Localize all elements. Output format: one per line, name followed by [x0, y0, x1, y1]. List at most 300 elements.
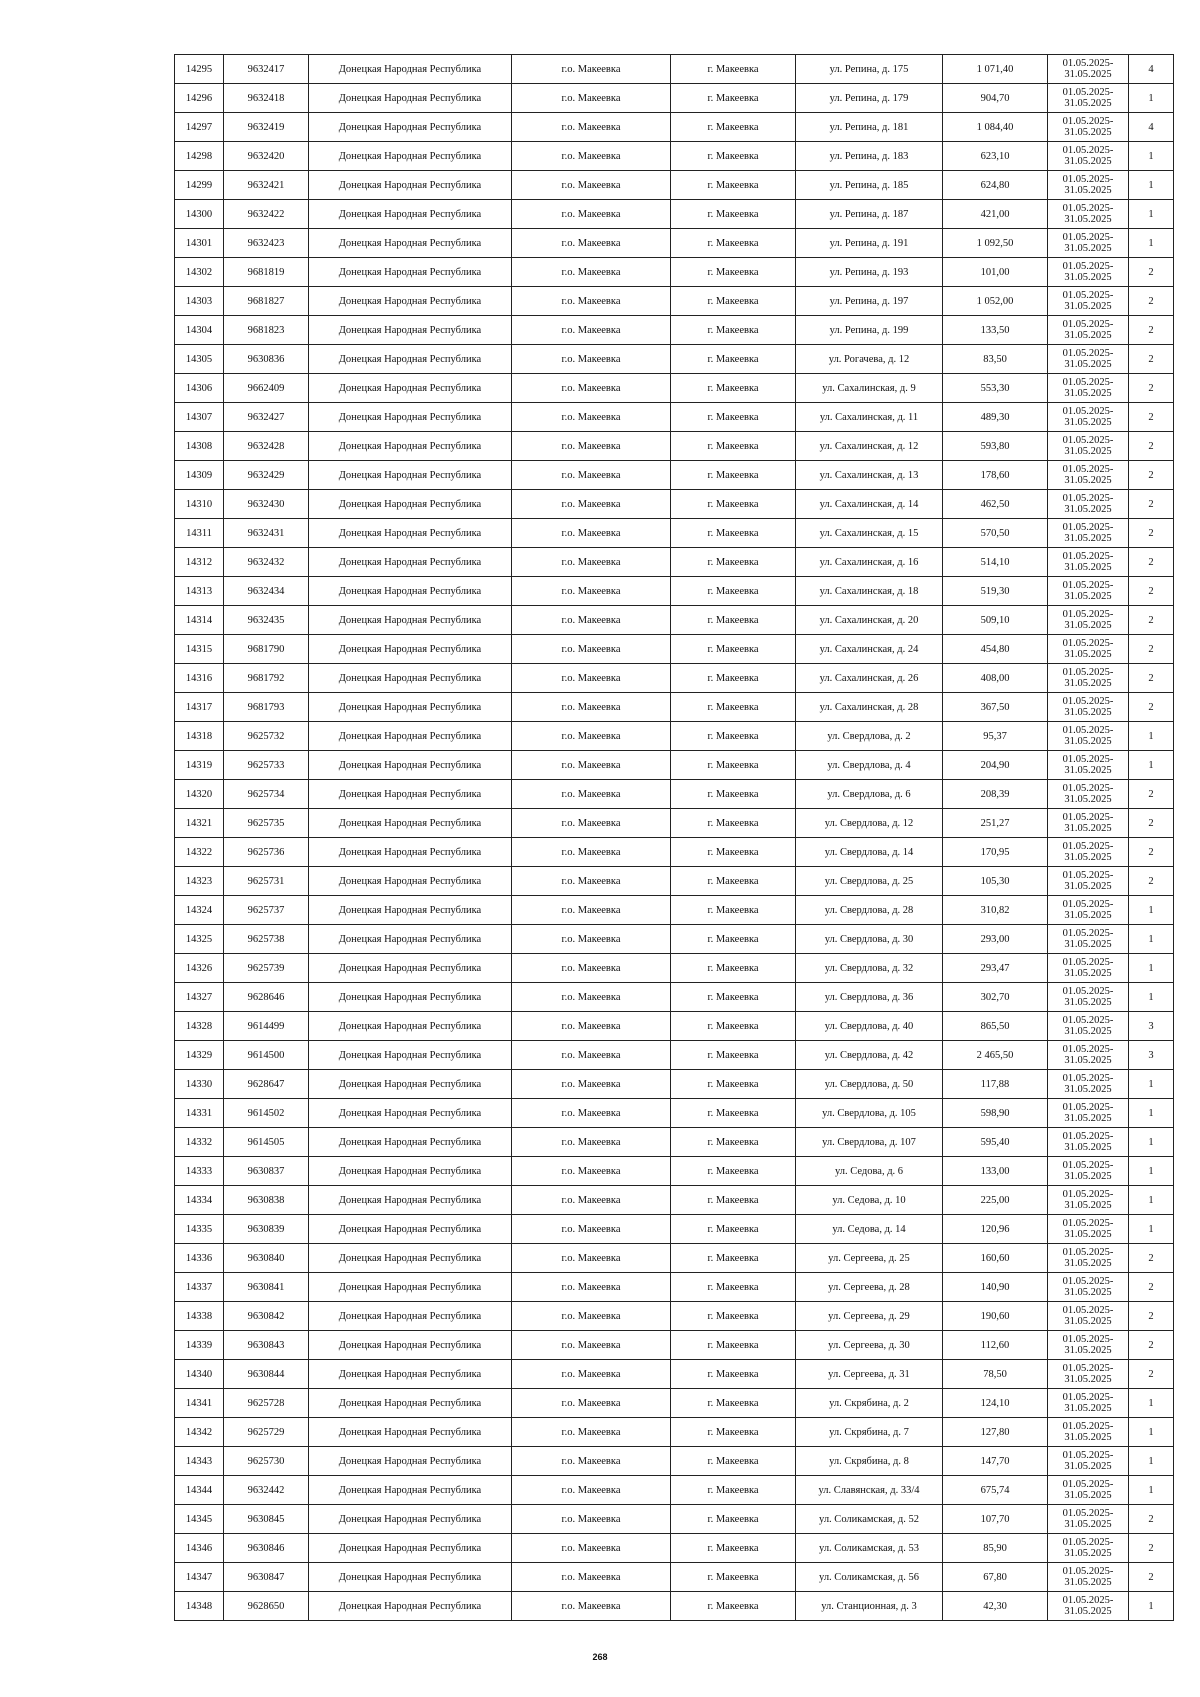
area-value: 127,80: [943, 1418, 1048, 1447]
object-code: 9630839: [224, 1215, 309, 1244]
urban-district: г.о. Макеевка: [512, 1331, 671, 1360]
area-value: 489,30: [943, 403, 1048, 432]
period-end: 31.05.2025: [1064, 156, 1112, 167]
city-name: г. Макеевка: [671, 954, 796, 983]
row-number: 14315: [175, 635, 224, 664]
period-cell: [1048, 1244, 1129, 1273]
period-end: 31.05.2025: [1064, 649, 1112, 660]
street-address: ул. Свердлова, д. 28: [796, 896, 943, 925]
category-value: 2: [1129, 693, 1174, 722]
row-number: 14338: [175, 1302, 224, 1331]
region-name: Донецкая Народная Республика: [309, 1099, 512, 1128]
table-row: [175, 954, 1174, 983]
object-code: 9625734: [224, 780, 309, 809]
object-code: 9628650: [224, 1592, 309, 1621]
street-address: ул. Свердлова, д. 36: [796, 983, 943, 1012]
table-row: [175, 229, 1174, 258]
city-name: г. Макеевка: [671, 1447, 796, 1476]
period-end: 31.05.2025: [1064, 214, 1112, 225]
period-start: 01.05.2025-: [1062, 1131, 1114, 1142]
region-name: Донецкая Народная Республика: [309, 461, 512, 490]
urban-district: г.о. Макеевка: [512, 1389, 671, 1418]
table-row: [175, 925, 1174, 954]
category-value: 2: [1129, 1563, 1174, 1592]
street-address: ул. Репина, д. 193: [796, 258, 943, 287]
region-name: Донецкая Народная Республика: [309, 925, 512, 954]
object-code: 9630836: [224, 345, 309, 374]
period-end: 31.05.2025: [1064, 591, 1112, 602]
area-value: 595,40: [943, 1128, 1048, 1157]
category-value: 2: [1129, 287, 1174, 316]
area-value: 83,50: [943, 345, 1048, 374]
table-row: [175, 1186, 1174, 1215]
area-value: 408,00: [943, 664, 1048, 693]
period-end: 31.05.2025: [1064, 1113, 1112, 1124]
category-value: 1: [1129, 1592, 1174, 1621]
area-value: 293,47: [943, 954, 1048, 983]
street-address: ул. Репина, д. 181: [796, 113, 943, 142]
period-start: 01.05.2025-: [1062, 1363, 1114, 1374]
table-row: [175, 461, 1174, 490]
street-address: ул. Репина, д. 185: [796, 171, 943, 200]
category-value: 1: [1129, 1215, 1174, 1244]
table-row: [175, 200, 1174, 229]
row-number: 14333: [175, 1157, 224, 1186]
table-row: [175, 606, 1174, 635]
city-name: г. Макеевка: [671, 693, 796, 722]
city-name: г. Макеевка: [671, 519, 796, 548]
period-start: 01.05.2025-: [1062, 58, 1114, 69]
region-name: Донецкая Народная Республика: [309, 1331, 512, 1360]
area-value: 133,00: [943, 1157, 1048, 1186]
period-end: 31.05.2025: [1064, 881, 1112, 892]
period-start: 01.05.2025-: [1062, 1160, 1114, 1171]
street-address: ул. Репина, д. 183: [796, 142, 943, 171]
table-row: [175, 1302, 1174, 1331]
city-name: г. Макеевка: [671, 142, 796, 171]
city-name: г. Макеевка: [671, 635, 796, 664]
row-number: 14305: [175, 345, 224, 374]
city-name: г. Макеевка: [671, 983, 796, 1012]
region-name: Донецкая Народная Республика: [309, 1360, 512, 1389]
area-value: 85,90: [943, 1534, 1048, 1563]
table-row: [175, 838, 1174, 867]
period-end: 31.05.2025: [1064, 417, 1112, 428]
urban-district: г.о. Макеевка: [512, 635, 671, 664]
area-value: 1 092,50: [943, 229, 1048, 258]
urban-district: г.о. Макеевка: [512, 490, 671, 519]
period-end: 31.05.2025: [1064, 1026, 1112, 1037]
area-value: 624,80: [943, 171, 1048, 200]
area-value: 904,70: [943, 84, 1048, 113]
urban-district: г.о. Макеевка: [512, 838, 671, 867]
region-name: Донецкая Народная Республика: [309, 113, 512, 142]
period-start: 01.05.2025-: [1062, 493, 1114, 504]
urban-district: г.о. Макеевка: [512, 954, 671, 983]
street-address: ул. Репина, д. 191: [796, 229, 943, 258]
period-start: 01.05.2025-: [1062, 87, 1114, 98]
region-name: Донецкая Народная Республика: [309, 1157, 512, 1186]
table-row: [175, 258, 1174, 287]
category-value: 1: [1129, 1389, 1174, 1418]
period-cell: [1048, 490, 1129, 519]
area-value: 190,60: [943, 1302, 1048, 1331]
period-start: 01.05.2025-: [1062, 203, 1114, 214]
object-code: 9625732: [224, 722, 309, 751]
period-cell: [1048, 1476, 1129, 1505]
street-address: ул. Сахалинская, д. 12: [796, 432, 943, 461]
street-address: ул. Репина, д. 197: [796, 287, 943, 316]
street-address: ул. Скрябина, д. 8: [796, 1447, 943, 1476]
row-number: 14307: [175, 403, 224, 432]
category-value: 2: [1129, 461, 1174, 490]
period-cell: [1048, 577, 1129, 606]
period-cell: [1048, 258, 1129, 287]
table-row: [175, 490, 1174, 519]
street-address: ул. Сахалинская, д. 26: [796, 664, 943, 693]
urban-district: г.о. Макеевка: [512, 1215, 671, 1244]
street-address: ул. Седова, д. 10: [796, 1186, 943, 1215]
street-address: ул. Свердлова, д. 4: [796, 751, 943, 780]
period-start: 01.05.2025-: [1062, 1392, 1114, 1403]
period-end: 31.05.2025: [1064, 1577, 1112, 1588]
period-end: 31.05.2025: [1064, 1374, 1112, 1385]
object-code: 9625735: [224, 809, 309, 838]
object-code: 9614505: [224, 1128, 309, 1157]
period-cell: [1048, 142, 1129, 171]
street-address: ул. Свердлова, д. 2: [796, 722, 943, 751]
category-value: 4: [1129, 55, 1174, 84]
city-name: г. Макеевка: [671, 1273, 796, 1302]
object-code: 9614500: [224, 1041, 309, 1070]
object-code: 9681823: [224, 316, 309, 345]
street-address: ул. Свердлова, д. 105: [796, 1099, 943, 1128]
urban-district: г.о. Макеевка: [512, 780, 671, 809]
row-number: 14321: [175, 809, 224, 838]
object-code: 9632417: [224, 55, 309, 84]
region-name: Донецкая Народная Республика: [309, 374, 512, 403]
area-value: 454,80: [943, 635, 1048, 664]
row-number: 14301: [175, 229, 224, 258]
period-end: 31.05.2025: [1064, 736, 1112, 747]
period-end: 31.05.2025: [1064, 1461, 1112, 1472]
table-row: [175, 1273, 1174, 1302]
urban-district: г.о. Макеевка: [512, 229, 671, 258]
category-value: 2: [1129, 548, 1174, 577]
object-code: 9630845: [224, 1505, 309, 1534]
city-name: г. Макеевка: [671, 1476, 796, 1505]
street-address: ул. Сергеева, д. 28: [796, 1273, 943, 1302]
urban-district: г.о. Макеевка: [512, 171, 671, 200]
area-value: 1 071,40: [943, 55, 1048, 84]
city-name: г. Макеевка: [671, 316, 796, 345]
row-number: 14296: [175, 84, 224, 113]
street-address: ул. Репина, д. 175: [796, 55, 943, 84]
table-row: [175, 1099, 1174, 1128]
period-cell: [1048, 896, 1129, 925]
category-value: 1: [1129, 171, 1174, 200]
region-name: Донецкая Народная Республика: [309, 809, 512, 838]
period-start: 01.05.2025-: [1062, 1189, 1114, 1200]
period-end: 31.05.2025: [1064, 1055, 1112, 1066]
table-row: [175, 432, 1174, 461]
period-end: 31.05.2025: [1064, 127, 1112, 138]
period-start: 01.05.2025-: [1062, 957, 1114, 968]
object-code: 9625736: [224, 838, 309, 867]
urban-district: г.о. Макеевка: [512, 1128, 671, 1157]
category-value: 2: [1129, 490, 1174, 519]
period-start: 01.05.2025-: [1062, 1450, 1114, 1461]
region-name: Донецкая Народная Республика: [309, 1476, 512, 1505]
table-row: [175, 1244, 1174, 1273]
city-name: г. Макеевка: [671, 113, 796, 142]
row-number: 14314: [175, 606, 224, 635]
period-cell: [1048, 809, 1129, 838]
period-start: 01.05.2025-: [1062, 1305, 1114, 1316]
period-end: 31.05.2025: [1064, 243, 1112, 254]
region-name: Донецкая Народная Республика: [309, 1592, 512, 1621]
urban-district: г.о. Макеевка: [512, 1070, 671, 1099]
period-end: 31.05.2025: [1064, 1432, 1112, 1443]
row-number: 14303: [175, 287, 224, 316]
period-start: 01.05.2025-: [1062, 116, 1114, 127]
category-value: 1: [1129, 1070, 1174, 1099]
table-row: [175, 1041, 1174, 1070]
category-value: 2: [1129, 519, 1174, 548]
street-address: ул. Репина, д. 179: [796, 84, 943, 113]
row-number: 14311: [175, 519, 224, 548]
region-name: Донецкая Народная Республика: [309, 519, 512, 548]
street-address: ул. Свердлова, д. 12: [796, 809, 943, 838]
period-end: 31.05.2025: [1064, 562, 1112, 573]
row-number: 14339: [175, 1331, 224, 1360]
city-name: г. Макеевка: [671, 1360, 796, 1389]
period-cell: [1048, 664, 1129, 693]
region-name: Донецкая Народная Республика: [309, 1389, 512, 1418]
period-cell: [1048, 1592, 1129, 1621]
period-end: 31.05.2025: [1064, 1316, 1112, 1327]
table-row: [175, 403, 1174, 432]
row-number: 14310: [175, 490, 224, 519]
row-number: 14330: [175, 1070, 224, 1099]
period-end: 31.05.2025: [1064, 98, 1112, 109]
table-row: [175, 287, 1174, 316]
row-number: 14336: [175, 1244, 224, 1273]
region-name: Донецкая Народная Республика: [309, 867, 512, 896]
period-end: 31.05.2025: [1064, 1490, 1112, 1501]
street-address: ул. Соликамская, д. 52: [796, 1505, 943, 1534]
period-end: 31.05.2025: [1064, 1258, 1112, 1269]
street-address: ул. Скрябина, д. 2: [796, 1389, 943, 1418]
period-cell: [1048, 606, 1129, 635]
category-value: 1: [1129, 983, 1174, 1012]
urban-district: г.о. Макеевка: [512, 896, 671, 925]
region-name: Донецкая Народная Республика: [309, 229, 512, 258]
object-code: 9632442: [224, 1476, 309, 1505]
area-value: 2 465,50: [943, 1041, 1048, 1070]
object-code: 9632435: [224, 606, 309, 635]
object-code: 9630843: [224, 1331, 309, 1360]
period-start: 01.05.2025-: [1062, 1247, 1114, 1258]
street-address: ул. Седова, д. 14: [796, 1215, 943, 1244]
object-code: 9632432: [224, 548, 309, 577]
object-code: 9632422: [224, 200, 309, 229]
street-address: ул. Свердлова, д. 40: [796, 1012, 943, 1041]
period-end: 31.05.2025: [1064, 272, 1112, 283]
table-row: [175, 519, 1174, 548]
period-start: 01.05.2025-: [1062, 1102, 1114, 1113]
period-end: 31.05.2025: [1064, 533, 1112, 544]
category-value: 1: [1129, 896, 1174, 925]
urban-district: г.о. Макеевка: [512, 432, 671, 461]
table-row: [175, 1360, 1174, 1389]
category-value: 2: [1129, 345, 1174, 374]
object-code: 9630841: [224, 1273, 309, 1302]
table-row: [175, 1476, 1174, 1505]
area-value: 133,50: [943, 316, 1048, 345]
period-cell: [1048, 229, 1129, 258]
period-start: 01.05.2025-: [1062, 986, 1114, 997]
urban-district: г.о. Макеевка: [512, 751, 671, 780]
table-row: [175, 1070, 1174, 1099]
city-name: г. Макеевка: [671, 200, 796, 229]
row-number: 14348: [175, 1592, 224, 1621]
region-name: Донецкая Народная Республика: [309, 780, 512, 809]
object-code: 9625738: [224, 925, 309, 954]
period-cell: [1048, 751, 1129, 780]
region-name: Донецкая Народная Республика: [309, 1070, 512, 1099]
urban-district: г.о. Макеевка: [512, 461, 671, 490]
region-name: Донецкая Народная Республика: [309, 1447, 512, 1476]
city-name: г. Макеевка: [671, 229, 796, 258]
period-start: 01.05.2025-: [1062, 1595, 1114, 1606]
region-name: Донецкая Народная Республика: [309, 490, 512, 519]
period-cell: [1048, 1447, 1129, 1476]
object-code: 9630847: [224, 1563, 309, 1592]
object-code: 9681819: [224, 258, 309, 287]
object-code: 9632431: [224, 519, 309, 548]
street-address: ул. Сахалинская, д. 14: [796, 490, 943, 519]
street-address: ул. Свердлова, д. 107: [796, 1128, 943, 1157]
period-start: 01.05.2025-: [1062, 696, 1114, 707]
category-value: 1: [1129, 722, 1174, 751]
period-start: 01.05.2025-: [1062, 1044, 1114, 1055]
page-number: 268: [592, 1652, 608, 1662]
row-number: 14345: [175, 1505, 224, 1534]
city-name: г. Макеевка: [671, 1186, 796, 1215]
row-number: 14317: [175, 693, 224, 722]
city-name: г. Макеевка: [671, 1128, 796, 1157]
row-number: 14313: [175, 577, 224, 606]
city-name: г. Макеевка: [671, 1012, 796, 1041]
object-code: 9625731: [224, 867, 309, 896]
period-start: 01.05.2025-: [1062, 319, 1114, 330]
period-end: 31.05.2025: [1064, 504, 1112, 515]
category-value: 2: [1129, 1534, 1174, 1563]
row-number: 14347: [175, 1563, 224, 1592]
category-value: 2: [1129, 1331, 1174, 1360]
row-number: 14300: [175, 200, 224, 229]
period-end: 31.05.2025: [1064, 852, 1112, 863]
category-value: 2: [1129, 1302, 1174, 1331]
period-start: 01.05.2025-: [1062, 1334, 1114, 1345]
period-start: 01.05.2025-: [1062, 725, 1114, 736]
area-value: 293,00: [943, 925, 1048, 954]
street-address: ул. Свердлова, д. 30: [796, 925, 943, 954]
object-code: 9632434: [224, 577, 309, 606]
object-code: 9625730: [224, 1447, 309, 1476]
city-name: г. Макеевка: [671, 1041, 796, 1070]
period-end: 31.05.2025: [1064, 359, 1112, 370]
period-start: 01.05.2025-: [1062, 145, 1114, 156]
area-value: 1 084,40: [943, 113, 1048, 142]
city-name: г. Макеевка: [671, 461, 796, 490]
period-end: 31.05.2025: [1064, 1345, 1112, 1356]
city-name: г. Макеевка: [671, 722, 796, 751]
category-value: 2: [1129, 867, 1174, 896]
area-value: 570,50: [943, 519, 1048, 548]
data-table: [174, 54, 1174, 1621]
street-address: ул. Сергеева, д. 31: [796, 1360, 943, 1389]
urban-district: г.о. Макеевка: [512, 55, 671, 84]
period-cell: [1048, 1331, 1129, 1360]
city-name: г. Макеевка: [671, 838, 796, 867]
street-address: ул. Свердлова, д. 42: [796, 1041, 943, 1070]
urban-district: г.о. Макеевка: [512, 1273, 671, 1302]
table-row: [175, 867, 1174, 896]
row-number: 14320: [175, 780, 224, 809]
row-number: 14343: [175, 1447, 224, 1476]
period-start: 01.05.2025-: [1062, 1508, 1114, 1519]
street-address: ул. Репина, д. 199: [796, 316, 943, 345]
object-code: 9625728: [224, 1389, 309, 1418]
table-row: [175, 1157, 1174, 1186]
area-value: 178,60: [943, 461, 1048, 490]
category-value: 1: [1129, 1418, 1174, 1447]
area-value: 623,10: [943, 142, 1048, 171]
period-start: 01.05.2025-: [1062, 1218, 1114, 1229]
table-row: [175, 809, 1174, 838]
period-end: 31.05.2025: [1064, 185, 1112, 196]
city-name: г. Макеевка: [671, 1389, 796, 1418]
period-start: 01.05.2025-: [1062, 551, 1114, 562]
city-name: г. Макеевка: [671, 809, 796, 838]
area-value: 112,60: [943, 1331, 1048, 1360]
street-address: ул. Репина, д. 187: [796, 200, 943, 229]
area-value: 593,80: [943, 432, 1048, 461]
category-value: 1: [1129, 84, 1174, 113]
area-value: 553,30: [943, 374, 1048, 403]
region-name: Донецкая Народная Республика: [309, 722, 512, 751]
table-row: [175, 1331, 1174, 1360]
table-row: [175, 84, 1174, 113]
area-value: 462,50: [943, 490, 1048, 519]
city-name: г. Макеевка: [671, 1215, 796, 1244]
area-value: 519,30: [943, 577, 1048, 606]
period-start: 01.05.2025-: [1062, 1015, 1114, 1026]
city-name: г. Макеевка: [671, 867, 796, 896]
object-code: 9681827: [224, 287, 309, 316]
object-code: 9632418: [224, 84, 309, 113]
row-number: 14328: [175, 1012, 224, 1041]
urban-district: г.о. Макеевка: [512, 1360, 671, 1389]
street-address: ул. Свердлова, д. 50: [796, 1070, 943, 1099]
table-row: [175, 142, 1174, 171]
region-name: Донецкая Народная Республика: [309, 693, 512, 722]
row-number: 14332: [175, 1128, 224, 1157]
period-cell: [1048, 55, 1129, 84]
table-row: [175, 1447, 1174, 1476]
